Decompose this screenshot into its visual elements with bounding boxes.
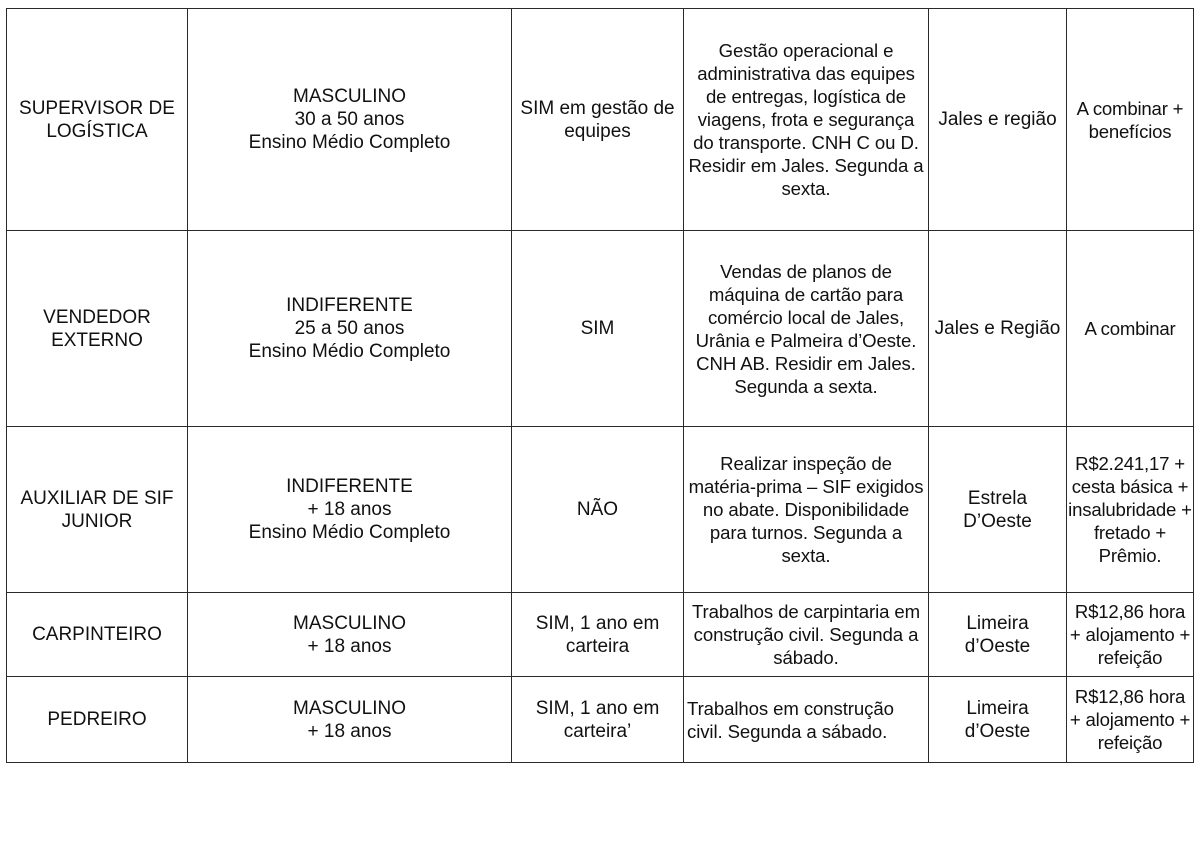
local-text: Jales e região [938, 109, 1057, 130]
perfil-cell [188, 427, 512, 593]
cargo-cell [7, 427, 188, 593]
descricao-text: Realizar inspeção de matéria-prima – SIF exigidos no abate. Disponibilidade para turnos. Segunda a sexta. [688, 453, 924, 566]
local-cell [929, 593, 1067, 677]
experiencia-text: NÃO [576, 499, 619, 520]
local-cell [929, 427, 1067, 593]
salario-cell [1067, 677, 1194, 763]
salario-cell [1067, 427, 1194, 593]
perfil-sexo: MASCULINO [293, 612, 406, 634]
experiencia-cell [512, 677, 684, 763]
experiencia-cell [512, 9, 684, 231]
cargo-text: PEDREIRO [47, 709, 147, 730]
salario-text: R$12,86 hora + alojamento + refeição [1069, 601, 1191, 668]
descricao-cell [684, 9, 929, 231]
salario-text: R$2.241,17 + cesta básica + insalubridade + fretado + Prêmio. [1068, 453, 1192, 566]
perfil-sexo: INDIFERENTE [286, 295, 413, 316]
perfil-escolaridade: Ensino Médio Completo [248, 522, 451, 543]
perfil-sexo: MASCULINO [293, 697, 406, 719]
job-listings-table [6, 8, 1194, 763]
descricao-cell [684, 231, 929, 427]
descricao-text: Gestão operacional e administrativa das equipes de entregas, logística de viagens, frota e segurança do transporte. CNH C ou D. Residir em Jales. Segunda a sexta. [688, 40, 924, 199]
cargo-text: CARPINTEIRO [32, 624, 162, 645]
experiencia-cell [512, 593, 684, 677]
experiencia-cell [512, 427, 684, 593]
table-row [7, 231, 1194, 427]
experiencia-text: SIM em gestão de equipes [520, 97, 675, 142]
cargo-text: AUXILIAR DE SIF JUNIOR [20, 487, 174, 532]
local-cell [929, 9, 1067, 231]
job-listings-sheet [6, 8, 1193, 763]
salario-cell [1067, 231, 1194, 427]
perfil-escolaridade: Ensino Médio Completo [248, 341, 451, 362]
descricao-text: Vendas de planos de máquina de cartão para comércio local de Jales, Urânia e Palmeira d’Oeste. CNH AB. Residir em Jales. Segunda a sexta. [695, 260, 917, 397]
descricao-text: Trabalhos em construção civil. Segunda a sábado. [687, 697, 894, 742]
experiencia-cell [512, 231, 684, 427]
descricao-cell [684, 427, 929, 593]
local-text: Jales e Região [934, 318, 1061, 339]
local-text: Limeira d’Oeste [964, 612, 1031, 657]
local-cell [929, 677, 1067, 763]
perfil-idade: + 18 anos [307, 720, 392, 742]
perfil-cell [188, 9, 512, 231]
salario-cell [1067, 593, 1194, 677]
cargo-cell [7, 231, 188, 427]
experiencia-text: SIM, 1 ano em carteira’ [535, 697, 660, 742]
descricao-cell [684, 593, 929, 677]
descricao-cell [684, 677, 929, 763]
perfil-sexo: MASCULINO [293, 86, 406, 107]
perfil-idade: 25 a 50 anos [294, 318, 405, 339]
salario-text: A combinar + benefícios [1076, 97, 1184, 142]
perfil-idade: + 18 anos [307, 499, 392, 520]
descricao-text: Trabalhos de carpintaria em construção civil. Segunda a sábado. [691, 601, 921, 668]
cargo-cell [7, 593, 188, 677]
cargo-text: SUPERVISOR DE LOGÍSTICA [19, 97, 175, 142]
perfil-escolaridade: Ensino Médio Completo [248, 132, 451, 153]
perfil-cell [188, 677, 512, 763]
salario-cell [1067, 9, 1194, 231]
perfil-idade: + 18 anos [307, 635, 392, 657]
local-cell [929, 231, 1067, 427]
local-text: Estrela D’Oeste [963, 487, 1032, 532]
cargo-cell [7, 677, 188, 763]
table-row [7, 9, 1194, 231]
perfil-cell [188, 231, 512, 427]
table-row [7, 427, 1194, 593]
experiencia-text: SIM [580, 318, 615, 339]
salario-text: R$12,86 hora + alojamento + refeição [1069, 686, 1191, 753]
cargo-cell [7, 9, 188, 231]
local-text: Limeira d’Oeste [964, 697, 1031, 742]
cargo-text: VENDEDOR EXTERNO [43, 306, 151, 351]
perfil-cell [188, 593, 512, 677]
perfil-sexo: INDIFERENTE [286, 476, 413, 497]
table-row [7, 593, 1194, 677]
perfil-idade: 30 a 50 anos [294, 109, 405, 130]
table-row [7, 677, 1194, 763]
salario-text: A combinar [1084, 318, 1176, 339]
experiencia-text: SIM, 1 ano em carteira [535, 612, 660, 657]
